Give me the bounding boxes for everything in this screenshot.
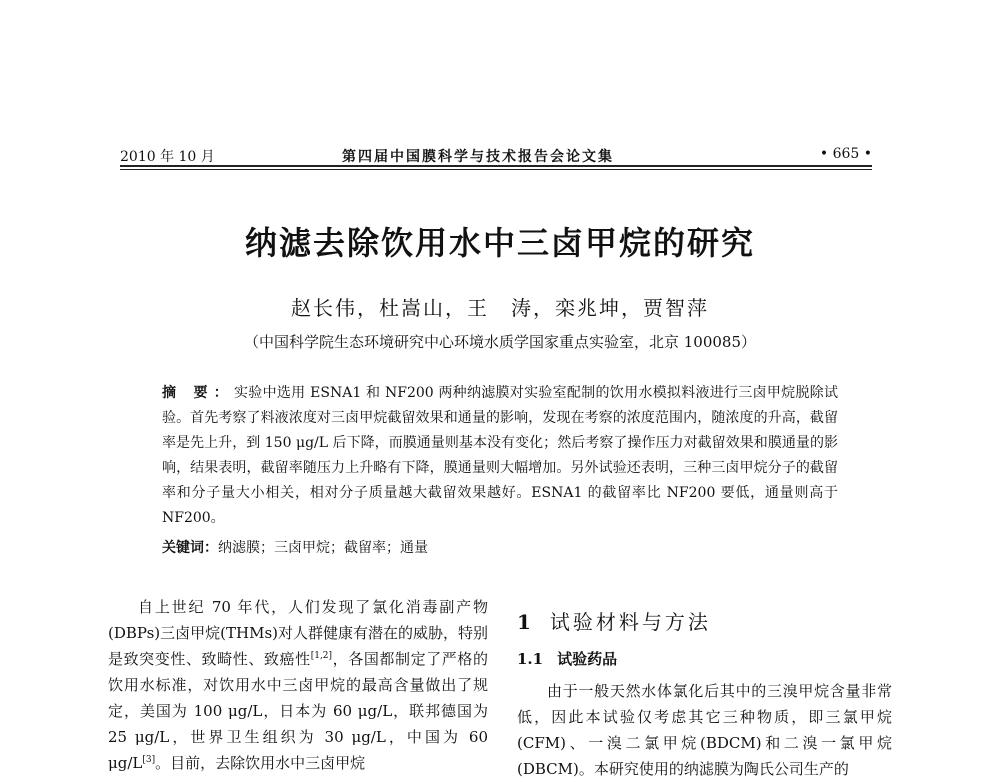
citation-2: [3] bbox=[142, 755, 156, 765]
section-title: 试验材料与方法 bbox=[549, 610, 711, 634]
abstract-text: 实验中选用 ESNA1 和 NF200 两种纳滤膜对实验室配制的饮用水模拟料液进行三卤甲烷脱除试验。首先考察了料液浓度对三卤甲烷截留效果和通量的影响，发现在考察的浓度范围内，随浓度的升高，截留率是先上升，到 150 μg/L 后下降，而膜通量则基本没有变化；然后考察了操作压力对截留效果和膜通量的影响，结果表明，截留率随压力上升略有下降，膜通量则大幅增加。另外试验还表明，三种三卤甲烷分子的截留率和分子量大小相关，相对分子质量越大截留效果越好。ESNA1 的截留率比 NF200 要低，通量则高于 NF200。 bbox=[162, 385, 839, 526]
citation-1: [1,2] bbox=[310, 651, 333, 661]
intro-text-part3: 。目前，去除饮用水中三卤甲烷 bbox=[155, 754, 366, 772]
intro-text-part2: ，各国都制定了严格的饮用水标准，对饮用水中三卤甲烷的最高含量做出了规定，美国为 100 μg/L，日本为 60 μg/L，联邦德国为 25 μg/L，世界卫生组织为 30 μg/L，中国为 60 μg/L bbox=[108, 650, 488, 772]
subsection-title: 试验药品 bbox=[557, 650, 618, 668]
abstract-label: 摘 要： bbox=[162, 385, 235, 401]
keywords-text: 纳滤膜；三卤甲烷；截留率；通量 bbox=[218, 540, 428, 556]
running-header bbox=[120, 142, 872, 166]
methods-text: 由于一般天然水体氯化后其中的三溴甲烷含量非常低，因此本试验仅考虑其它三种物质，即三氯甲烷(CFM)、一溴二氯甲烷(BDCM)和二溴一氯甲烷(DBCM)。本研究使用的纳滤膜为陶氏公司生产的 bbox=[517, 682, 892, 778]
body-right-column bbox=[517, 678, 892, 782]
paper-affiliation: （中国科学院生态环境研究中心环境水质学国家重点实验室，北京 100085） bbox=[243, 333, 757, 351]
keywords bbox=[162, 537, 838, 559]
section-number: 1 bbox=[517, 610, 534, 634]
header-date: 2010 年 10 月 bbox=[120, 149, 215, 165]
paper-authors: 赵长伟，杜嵩山，王 涛，栾兆坤，贾智萍 bbox=[291, 296, 709, 320]
body-left-column bbox=[108, 594, 488, 776]
keywords-label: 关键词： bbox=[162, 540, 218, 556]
subsection-number: 1.1 bbox=[517, 650, 544, 668]
header-journal-title: 第四届中国膜科学与技术报告会论文集 bbox=[342, 149, 614, 165]
intro-text-part1: 自上世纪 70 年代，人们发现了氯化消毒副产物(DBPs)三卤甲烷(THMs)对人群健康有潜在的威胁，特别是致突变性、致畸性、致癌性 bbox=[108, 598, 488, 668]
header-rule-thick bbox=[120, 165, 872, 167]
header-rule-thin bbox=[120, 169, 872, 170]
abstract bbox=[162, 381, 838, 531]
header-page-number: • 665 • bbox=[819, 146, 872, 162]
paper-title: 纳滤去除饮用水中三卤甲烷的研究 bbox=[244, 224, 755, 262]
section-heading bbox=[517, 606, 711, 635]
subsection-heading bbox=[517, 648, 617, 669]
